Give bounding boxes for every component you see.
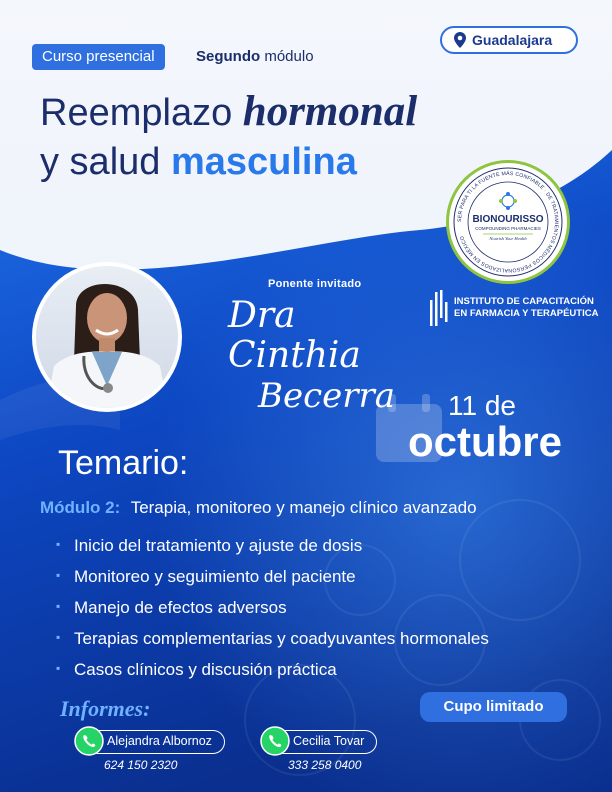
location-pill <box>440 26 578 54</box>
location-text: Guadalajara <box>472 32 553 48</box>
topic-list <box>56 534 489 689</box>
speaker-photo <box>32 262 182 412</box>
module-tag-bold: Segundo <box>196 48 261 65</box>
bullet-icon: ▪ <box>56 599 61 613</box>
module-tag <box>196 44 314 70</box>
contact-phone[interactable]: 333 258 0400 <box>288 758 362 772</box>
title-plain-1: Reemplazo <box>40 92 233 134</box>
topic-text: Manejo de efectos adversos <box>74 598 287 617</box>
topic-text: Inicio del tratamiento y ajuste de dosis <box>74 536 363 555</box>
seal-ring-text: SER PARA TI LA FUENTE MÁS CONFIABLE · DE TRATAMIENTOS MÉDICOS PERSONALIZADOS EN MÉXICO <box>456 170 560 274</box>
contact-phone[interactable]: 624 150 2320 <box>104 758 178 772</box>
event-day: 11 de <box>448 390 516 421</box>
module-title: Terapia, monitoreo y manejo clínico avanzado <box>130 498 477 517</box>
syllabus-heading: Temario: <box>58 444 189 482</box>
module-tag-rest: módulo <box>264 48 314 65</box>
seal-subtitle: COMPOUNDING PHARMACIES <box>475 226 541 231</box>
contact-name: Cecilia Tovar <box>272 730 377 754</box>
whatsapp-icon[interactable] <box>260 726 290 756</box>
bionourisso-seal <box>446 160 570 284</box>
contact-name: Alejandra Albornoz <box>86 730 225 754</box>
limited-seats-badge: Cupo limitado <box>420 692 567 722</box>
institute-bars-icon <box>430 290 448 326</box>
title-accent-2: masculina <box>170 141 357 183</box>
speaker-label: Ponente invitado <box>268 278 362 290</box>
title-accent-1: hormonal <box>242 88 418 135</box>
list-item <box>56 565 489 596</box>
bullet-icon: ▪ <box>56 537 61 551</box>
seal-brand: BIONOURISSO <box>472 214 544 225</box>
bionourisso-logo <box>449 163 567 281</box>
list-item <box>56 596 489 627</box>
location-pin-icon <box>454 32 466 48</box>
contact-heading: Informes: <box>60 696 151 721</box>
institute-line1: INSTITUTO DE CAPACITACIÓN <box>454 296 594 307</box>
module-title-line <box>40 498 477 518</box>
topic-text: Monitoreo y seguimiento del paciente <box>74 567 356 586</box>
institute-line2: EN FARMACIA Y TERAPÉUTICA <box>454 308 599 319</box>
speaker-name-line1: Dra Cinthia <box>228 295 361 376</box>
title-line-2 <box>40 140 357 184</box>
list-item <box>56 534 489 565</box>
list-item <box>56 658 489 689</box>
module-key: Módulo 2: <box>40 498 121 517</box>
topic-text: Terapias complementarias y coadyuvantes hormonales <box>74 629 489 648</box>
institute-logo <box>430 290 598 326</box>
title-plain-2: y salud <box>40 141 161 183</box>
event-month: octubre <box>408 418 563 465</box>
list-item <box>56 627 489 658</box>
whatsapp-icon[interactable] <box>74 726 104 756</box>
bullet-icon: ▪ <box>56 630 61 644</box>
bullet-icon: ▪ <box>56 568 61 582</box>
bullet-icon: ▪ <box>56 661 61 675</box>
topic-text: Casos clínicos y discusión práctica <box>74 660 337 679</box>
seal-tagline: Nourish Your Health <box>489 236 527 241</box>
title-line-1 <box>40 90 417 135</box>
speaker-portrait <box>36 266 178 408</box>
course-type-badge: Curso presencial <box>32 44 165 70</box>
speaker-name-line2: Becerra <box>258 376 396 416</box>
